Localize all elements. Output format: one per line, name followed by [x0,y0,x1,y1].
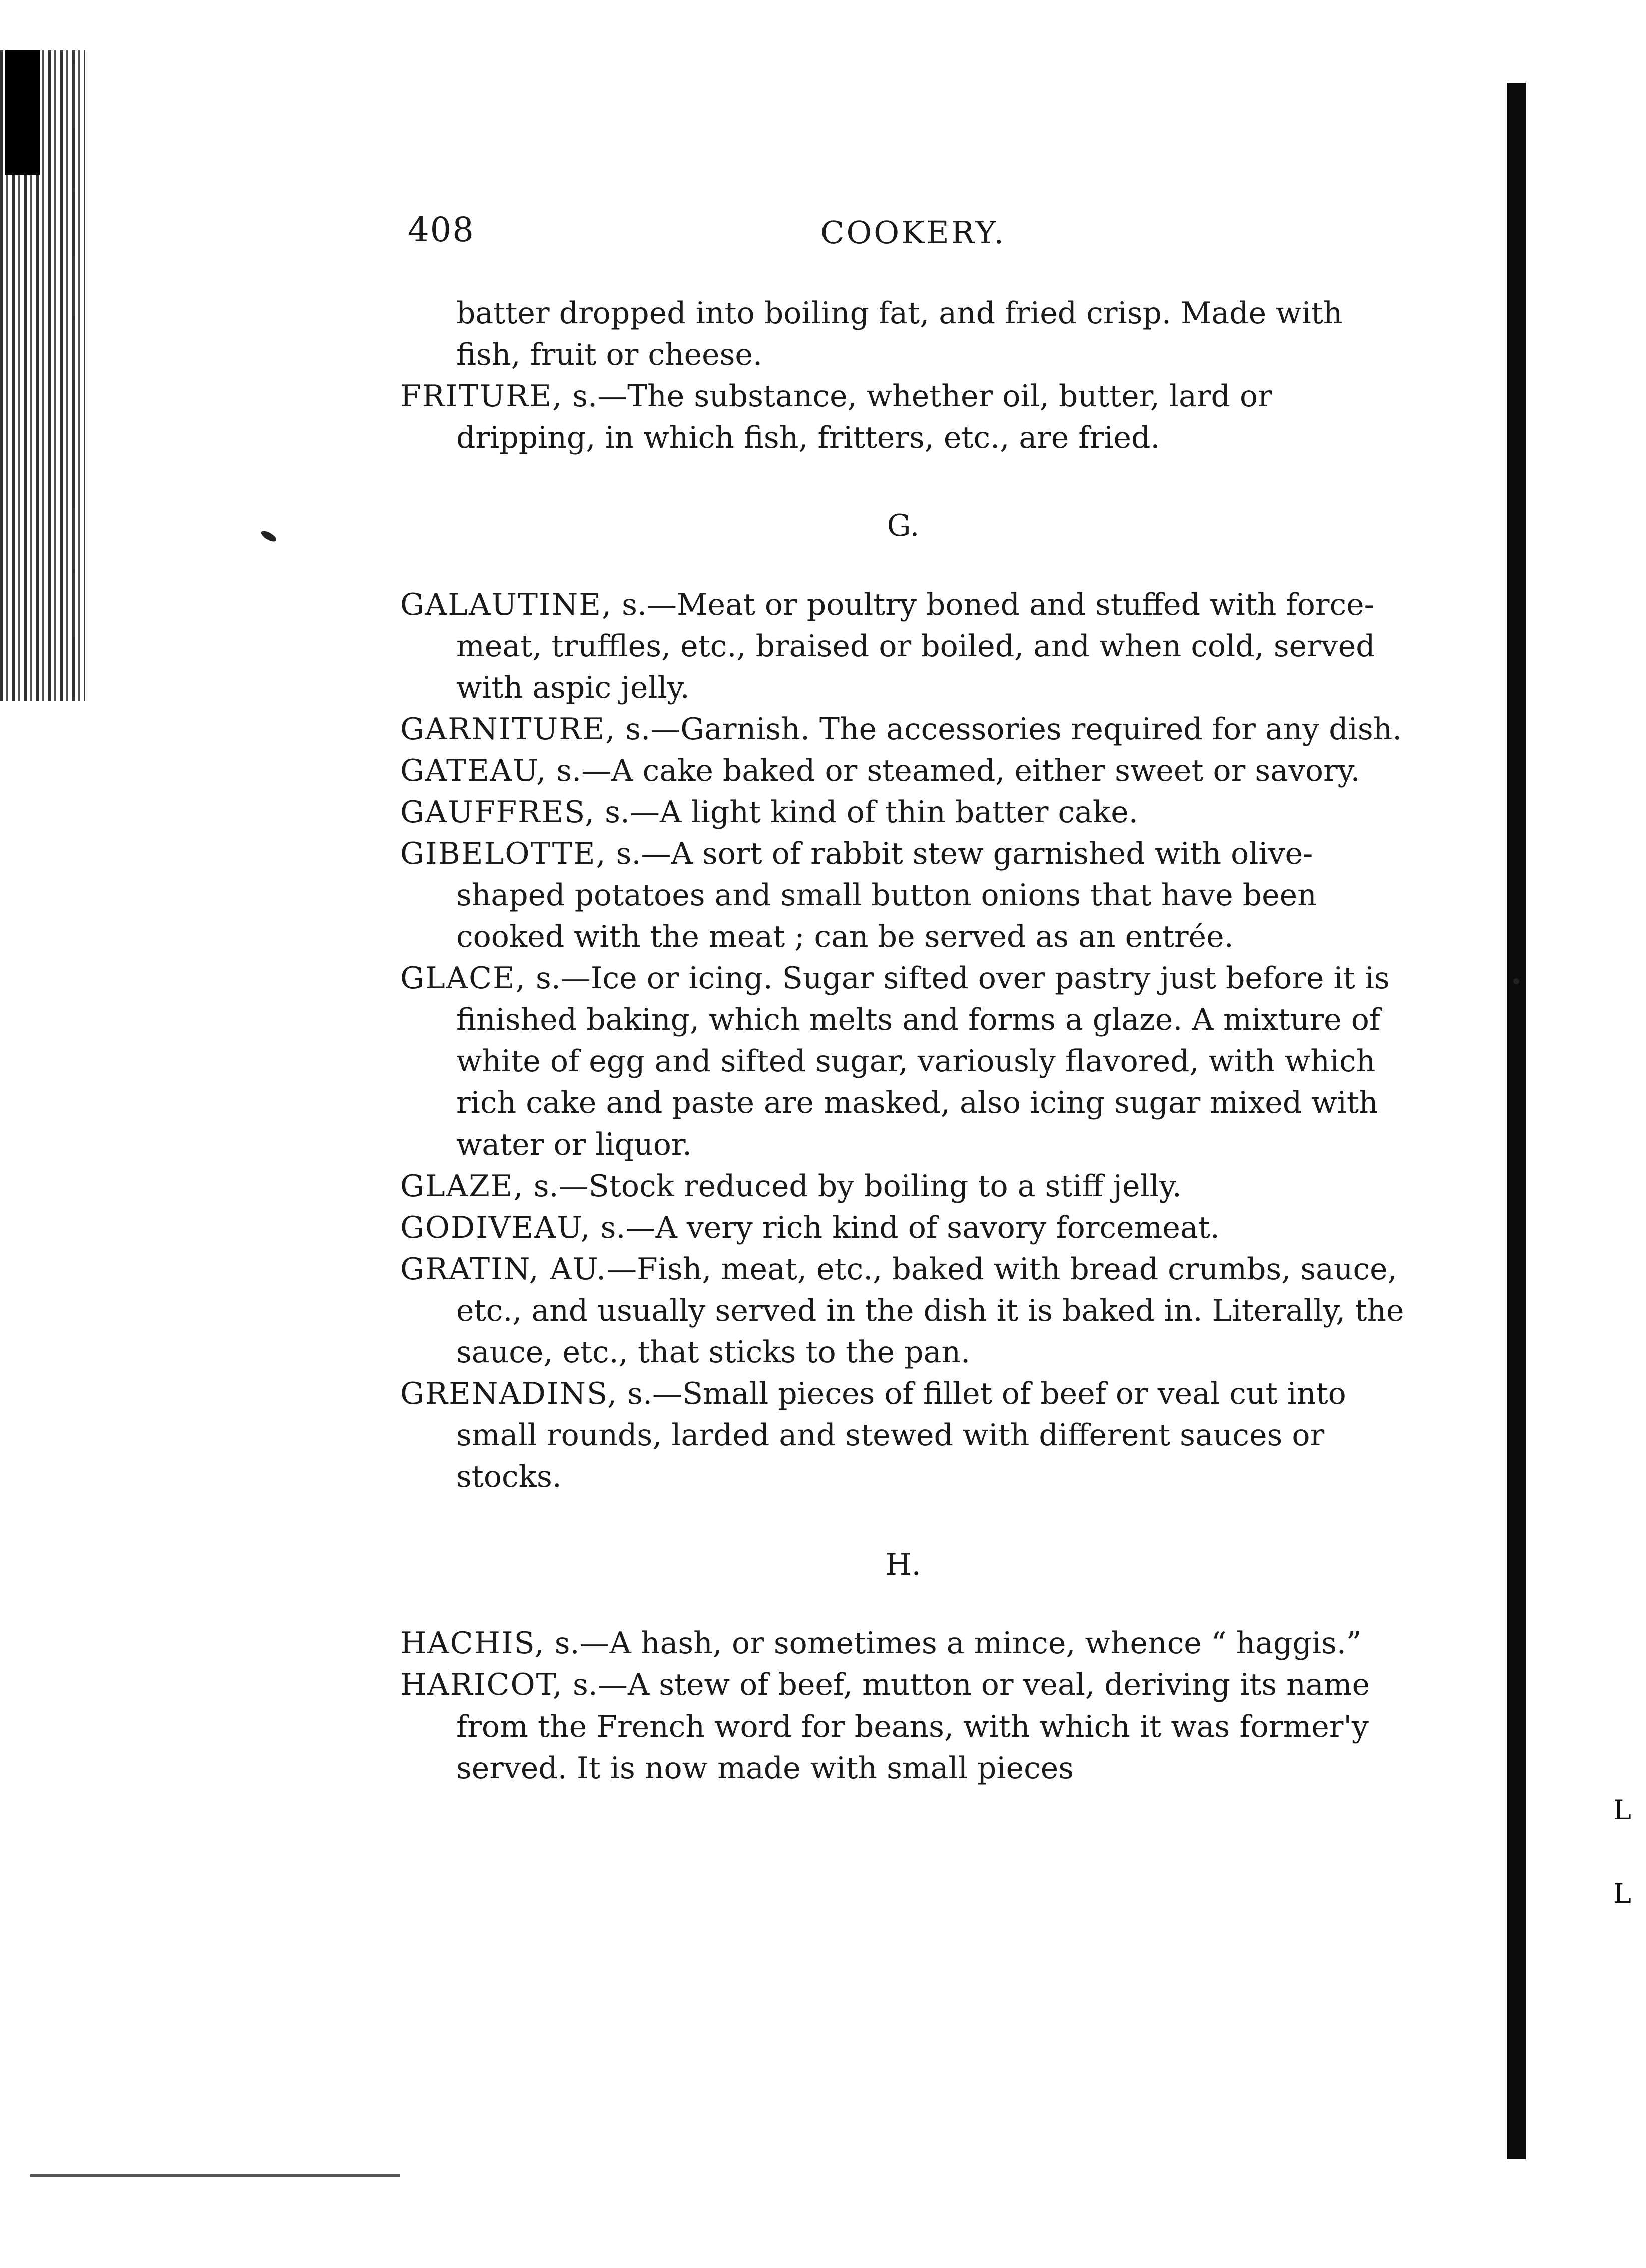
ink-mark [260,529,278,543]
glossary-entry [400,584,1406,709]
entry-headword: GAUFFRES, [400,795,596,830]
entry-text: s.—A sort of rabbit stew garnished with olive-shaped potatoes and small button onions that have been cooked with the meat ; can be served as an entrée. [456,836,1317,954]
margin-letter: L [1613,1878,1631,1909]
margin-letter: L [1613,1794,1631,1826]
entry-text: s.—The substance, whether oil, butter, lard or dripping, in which fish, fritters, etc., are fried. [456,379,1272,455]
glossary-entry [400,833,1406,958]
entry-text: —Fish, meat, etc., baked with bread crumbs, sauce, etc., and usually served in the dish it is baked in. Literally, the sauce, etc., that sticks to the pan. [456,1252,1404,1370]
entry-text: s.—Small pieces of fillet of beef or veal cut into small rounds, larded and stewed with different sauces or stocks. [456,1376,1346,1494]
entry-text: s.—A light kind of thin batter cake. [595,795,1138,830]
glossary-body [400,293,1406,1789]
entry-headword: FRITURE, [400,379,563,414]
glossary-entry [400,958,1406,1166]
entry-text: s.—Meat or poultry boned and stuffed with force-meat, truffles, etc., braised or boiled, and when cold, served with aspic jelly. [456,587,1375,705]
entry-text: s.—Stock reduced by boiling to a stiff jelly. [524,1169,1182,1204]
continued-entry [400,293,1406,376]
page-number: 408 [408,210,475,249]
glossary-entry [400,1207,1406,1249]
entry-text: batter dropped into boiling fat, and fried crisp. Made with fish, fruit or cheese. [456,296,1343,372]
binding-dark-strip [5,50,40,175]
entry-headword: GODIVEAU, [400,1210,591,1245]
ink-dot [1513,978,1519,984]
glossary-entry [400,376,1406,459]
entry-text: s.—A hash, or sometimes a mince, whence “ haggis.” [545,1626,1362,1661]
glossary-entry [400,792,1406,833]
entry-text: s.—A very rich kind of savory forcemeat. [591,1210,1220,1245]
entry-headword: GATEAU, [400,753,547,788]
running-title: COOKERY. [820,214,1006,251]
glossary-entry [400,1623,1406,1664]
section-letter-h: H. [885,1547,921,1582]
entry-text: s.—A stew of beef, mutton or veal, deriving its name from the French word for beans, with which it was former'y served. It is now made with small pieces [456,1667,1370,1786]
page-edge-bar [1507,83,1526,2159]
entry-headword: GALAUTINE, [400,587,613,622]
entry-headword: GARNITURE, [400,712,616,747]
entry-headword: GRATIN, AU. [400,1252,607,1287]
entry-text: s.—A cake baked or steamed, either sweet or savory. [547,753,1360,788]
glossary-entry [400,750,1406,792]
entry-text: s.—Ice or icing. Sugar sifted over pastry just before it is finished baking, which melts and forms a glaze. A mixture of white of egg and sifted sugar, variously flavored, with which rich cake and paste are masked, also icing sugar mixed with water or liquor. [456,961,1390,1162]
entry-headword: GLACE, [400,961,526,996]
section-letter-g: G. [887,508,920,543]
glossary-entry [400,1373,1406,1498]
glossary-entry [400,1166,1406,1207]
glossary-entry [400,1249,1406,1373]
glossary-entry [400,709,1406,750]
page-header [398,210,1398,260]
entry-text: s.—Garnish. The accessories required for any dish. [616,712,1402,747]
glossary-entry [400,1664,1406,1789]
entry-headword: GRENADINS, [400,1376,618,1411]
entry-headword: HARICOT, [400,1667,563,1703]
entry-headword: GIBELOTTE, [400,836,607,871]
bottom-edge-rule [30,2174,400,2177]
entry-headword: HACHIS, [400,1626,545,1661]
entry-headword: GLAZE, [400,1169,524,1204]
